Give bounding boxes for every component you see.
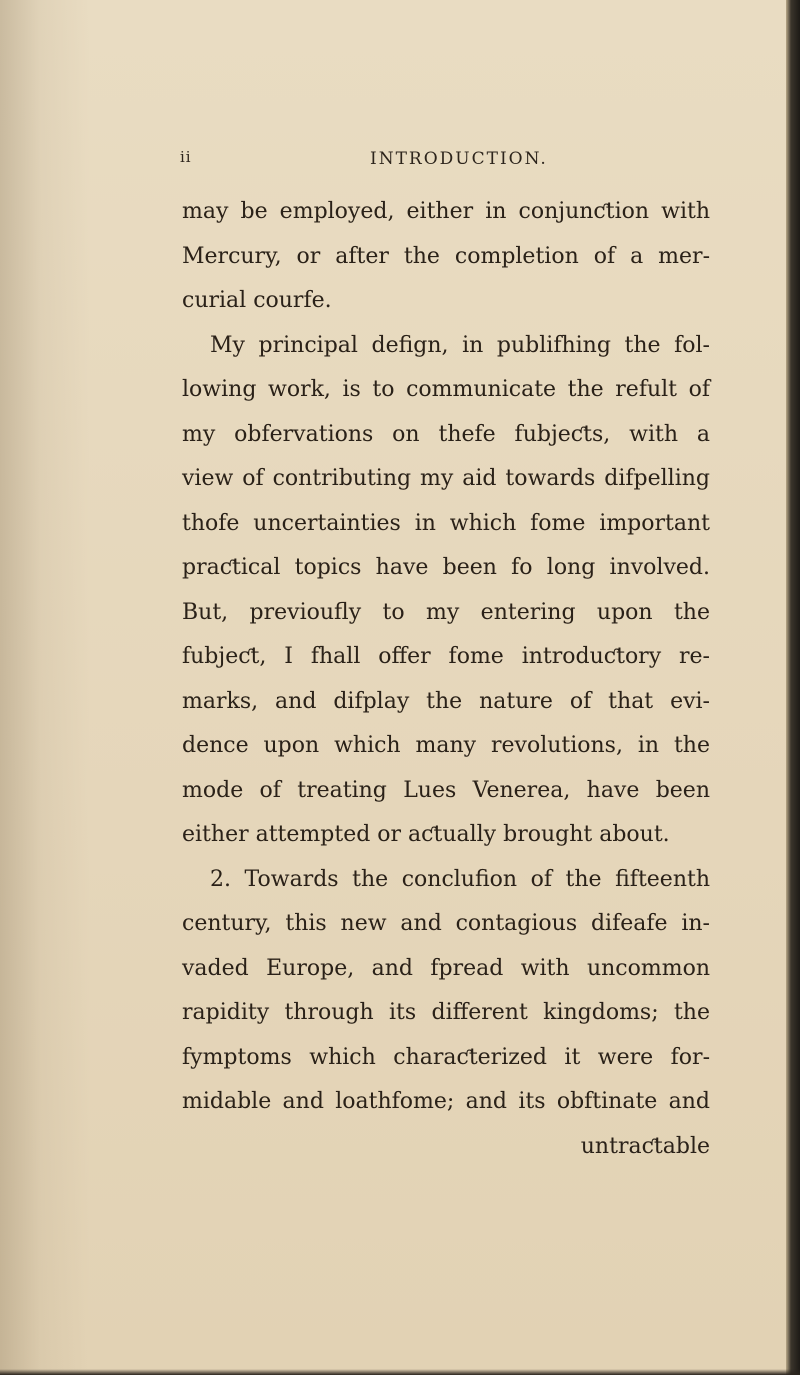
page-header: [180, 148, 760, 174]
page-number: ii: [180, 148, 192, 166]
text-line: Mercury, or after the completion of a mer-: [182, 243, 710, 269]
body-text: [182, 190, 710, 1169]
text-line: thofe uncertainties in which fome important: [182, 510, 710, 536]
catchword: untraƈtable: [580, 1133, 710, 1159]
text-line: But, previoufly to my entering upon the: [182, 599, 710, 625]
text-line: dence upon which many revolutions, in the: [182, 733, 710, 758]
text-line: either attempted or aƈtually brought about.: [182, 822, 670, 847]
bottom-shadow: [0, 1369, 800, 1375]
text-line: may be employed, either in conjunƈtion with: [182, 199, 710, 224]
text-line: mode of treating Lues Venerea, have been: [182, 777, 710, 803]
text-line: view of contributing my aid towards difpelling: [182, 466, 710, 491]
text-line: fymptoms which charaƈterized it were for-: [182, 1044, 710, 1070]
binding-edge: [786, 0, 800, 1375]
text-line: praƈtical topics have been fo long involved.: [182, 555, 710, 580]
text-line: curial courfe.: [182, 288, 332, 313]
text-line: lowing work, is to communicate the refult of: [182, 377, 710, 402]
text-line: fubjeƈt, I fhall offer fome introduƈtory re-: [182, 644, 710, 669]
text-line: vaded Europe, and fpread with uncommon: [182, 955, 710, 981]
text-line: rapidity through its different kingdoms; the: [182, 1000, 710, 1025]
text-line: 2. Towards the conclufion of the fifteenth: [210, 866, 710, 892]
text-line: My principal defign, in publifhing the fol-: [210, 332, 710, 358]
text-line: century, this new and contagious difeafe in-: [182, 911, 710, 936]
text-line: marks, and difplay the nature of that evi-: [182, 688, 710, 714]
text-line: midable and loathfome; and its obftinate and: [182, 1089, 710, 1114]
text-line: my obfervations on thefe fubjeƈts, with a: [182, 421, 710, 447]
running-head: INTRODUCTION.: [370, 149, 548, 169]
